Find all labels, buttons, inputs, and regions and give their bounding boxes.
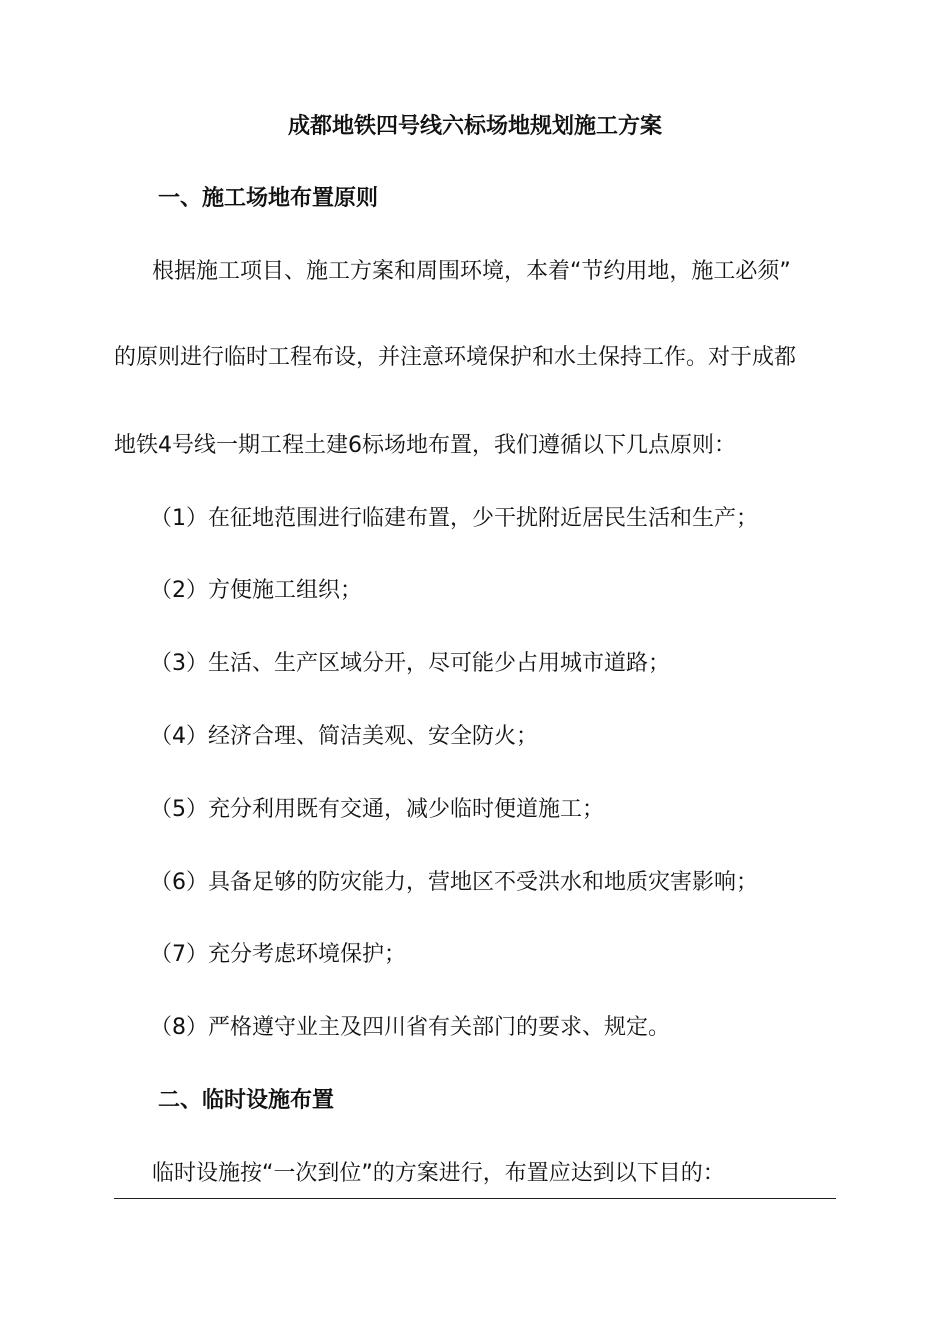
list-item: （2）方便施工组织；	[150, 578, 362, 603]
paragraph-line: 根据施工项目、施工方案和周围环境，本着“节约用地，施工必须”	[152, 259, 791, 284]
list-item: （7）充分考虑环境保护；	[150, 942, 406, 967]
footer-divider	[114, 1198, 836, 1199]
list-item: （3）生活、生产区域分开，尽可能少占用城市道路；	[150, 651, 670, 676]
paragraph-line: 的原则进行临时工程布设，并注意环境保护和水土保持工作。对于成都	[114, 345, 797, 370]
paragraph-line: 临时设施按“一次到位”的方案进行，布置应达到以下目的：	[152, 1161, 725, 1186]
list-item: （8）严格遵守业主及四川省有关部门的要求、规定。	[150, 1015, 670, 1040]
paragraph-line: 地铁4号线一期工程土建6标场地布置，我们遵循以下几点原则：	[114, 433, 736, 458]
section-heading-2: 二、临时设施布置	[158, 1088, 335, 1113]
list-item: （6）具备足够的防灾能力，营地区不受洪水和地质灾害影响；	[150, 870, 758, 895]
section-heading-1: 一、施工场地布置原则	[158, 186, 379, 211]
document-title: 成都地铁四号线六标场地规划施工方案	[287, 114, 662, 139]
list-item: （5）充分利用既有交通，减少临时便道施工；	[150, 797, 604, 822]
list-item: （4）经济合理、简洁美观、安全防火；	[150, 724, 538, 749]
list-item: （1）在征地范围进行临建布置，少干扰附近居民生活和生产；	[150, 506, 758, 531]
